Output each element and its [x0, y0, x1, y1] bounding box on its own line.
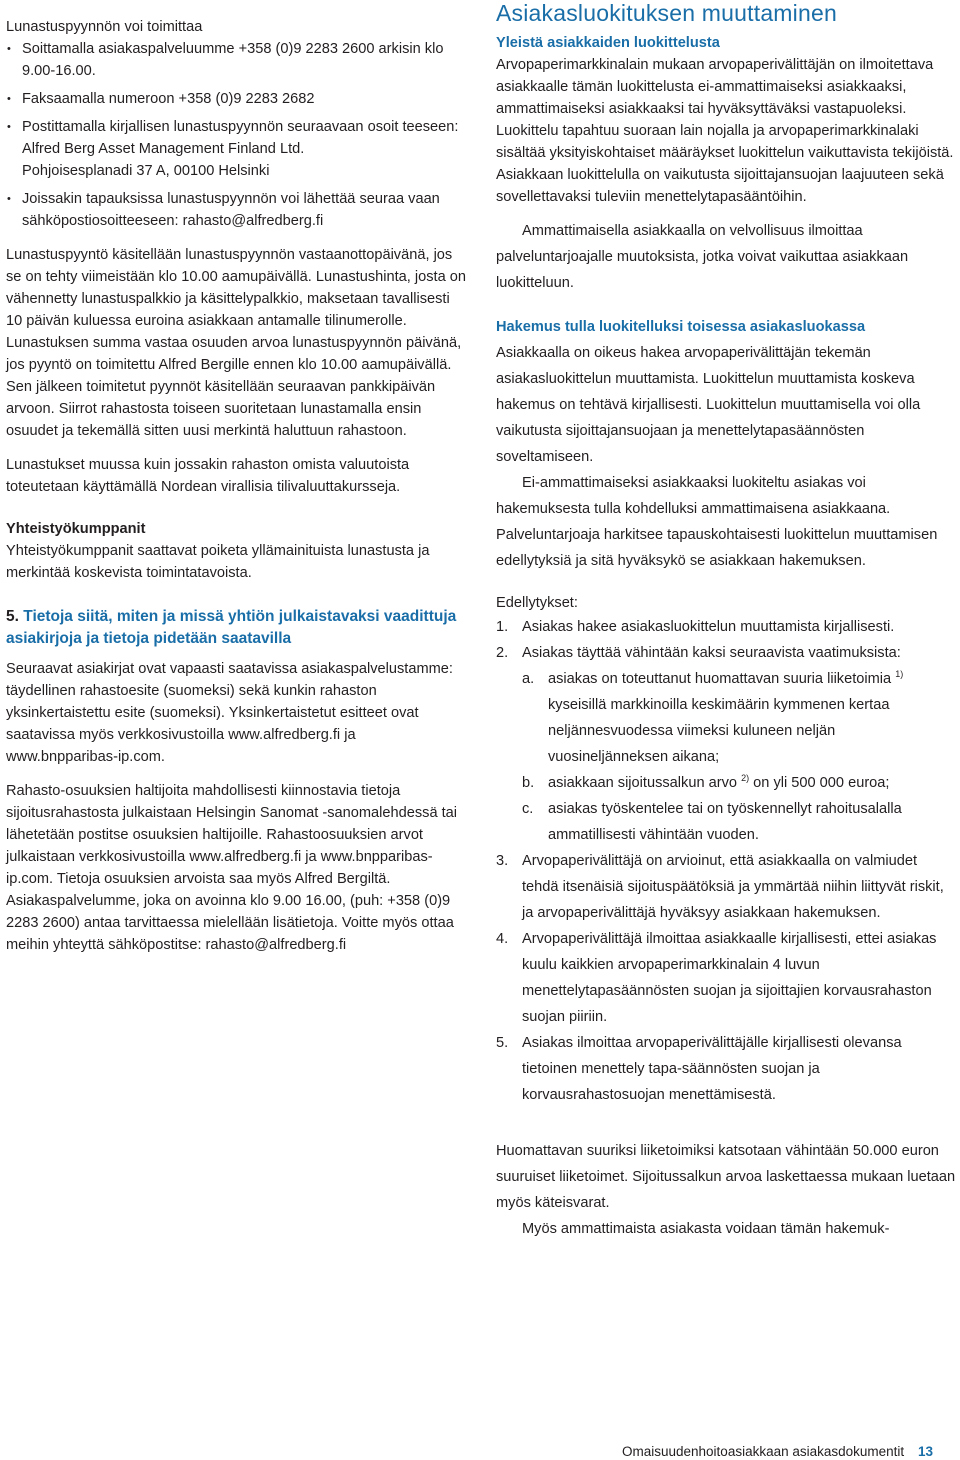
- note-text-continued: Myös ammattimaista asiakasta voidaan tämän hakemuk-: [522, 1221, 890, 1237]
- list-text: Asiakas hakee asiakasluokittelun muuttamista kirjallisesti.: [522, 619, 895, 635]
- classification-text: Arvopaperimarkkinalain mukaan arvopaperivälittäjän on ilmoitettava asiakkaalle tämän luokittelusta ei-ammattimaiseksi asiakkaaksi, ammattimaiseksi asiakkaaksi tai hyväksyttäväksi vastapuoleksi. Luokittelu tapahtuu suoraan lain nojalla ja arvopaperimarkkinalaki sisältää yksityiskohtaiset määräykset luokittelun vaikuttavista tekijöistä. Asiakkaan luokittelulla on vaikutusta sijoittajansuojan laajuuteen sekä sovellettavaksi tuleviin menettelytapasääntöihin.: [496, 57, 954, 205]
- section-number: 5.: [6, 608, 19, 625]
- page-number: 13: [917, 1444, 933, 1459]
- redemption-methods-list: [6, 38, 468, 232]
- list-text: Asiakas ilmoittaa arvopaperivälittäjälle kirjallisesti olevansa tietoinen menettely tapa-säännösten suojan ja korvausrahastosuojan menettämisestä.: [522, 1035, 902, 1103]
- redemption-heading: Lunastuspyynnön voi toimittaa: [6, 19, 203, 35]
- list-letter: b.: [522, 775, 535, 791]
- list-text: Asiakas täyttää vähintään kaksi seuraavista vaatimuksista:: [522, 645, 901, 661]
- list-item: [496, 926, 956, 1030]
- list-letter: c.: [522, 801, 534, 817]
- list-item: • Soittamalla asiakaspalveluumme +358 (0)9 2283 2600 arkisin klo 9.00-16.00.: [6, 38, 468, 82]
- list-item: [496, 614, 956, 640]
- list-text: kyseisillä markkinoilla keskimäärin kymmenen kertaa neljännesvuodessa viimeksi kuluneen neljän vuosineljänneksen aikana;: [548, 697, 890, 765]
- unitholder-info-text: Rahasto-osuuksien haltijoita mahdollisesti kiinnostavia tietoja sijoitusrahastosta julkaistaan Helsingin Sanomat -sanomalehdessä tai lähetetään postitse osuuksien haltijoille. Rahastoosuuksien arvot julkaistaan verkkosivustoilla www.alfredberg.fi ja www.bnpparibas-ip.com. Tietoja osuuksien arvoista saa myös Alfred Bergiltä. Asiakaspalvelumme, joka on avoinna klo 9.00 16.00, (puh: +358 (0)9 2283 2600) antaa tarvittaessa mielellään lisätietoja. Voitte myös ottaa meihin yhteyttä sähköpostitse: rahasto@alfredberg.fi: [6, 783, 458, 953]
- left-column: [6, 0, 468, 956]
- list-number: 3.: [496, 853, 509, 869]
- partners-text: Yhteistyökumppanit saattavat poiketa yllämainituista lunastusta ja merkintää koskevista toimintatavoista.: [6, 543, 430, 581]
- right-column: [496, 0, 956, 1242]
- list-letter: a.: [522, 671, 535, 687]
- list-number: 2.: [496, 645, 509, 661]
- subheading-application: Hakemus tulla luokitelluksi toisessa asiakasluokassa: [496, 319, 866, 335]
- list-item: [6, 116, 468, 182]
- subheading-classification: Yleistä asiakkaiden luokittelusta: [496, 35, 720, 51]
- footnote-marker: 2): [741, 773, 750, 783]
- list-item: [496, 640, 956, 848]
- list-text: asiakas työskentelee tai on työskennellyt rahoitusalalla ammatillisesti vähintään vuoden.: [548, 801, 902, 843]
- list-text: asiakkaan sijoitussalkun arvo: [548, 775, 738, 791]
- conditions-heading: Edellytykset:: [496, 595, 578, 611]
- list-number: 1.: [496, 619, 509, 635]
- list-item: [522, 666, 956, 770]
- professional-client-text: Ammattimaisella asiakkaalla on velvollisuus ilmoittaa palveluntarjoajalle muutoksista, jotka voivat vaikuttaa asiakkaan luokitteluun.: [496, 223, 909, 291]
- partners-heading: Yhteistyökumppanit: [6, 521, 146, 537]
- list-text: asiakas on toteuttanut huomattavan suuria liiketoimia: [548, 671, 892, 687]
- list-item: • Faksaamalla numeroon +358 (0)9 2283 2682: [6, 88, 468, 110]
- list-item: [496, 1030, 956, 1108]
- list-number: 5.: [496, 1035, 509, 1051]
- footnote-marker: 1): [895, 669, 904, 679]
- list-text: on yli 500 000 euroa;: [753, 775, 890, 791]
- footer-document-title: Omaisuudenhoitoasiakkaan asiakasdokumentit: [622, 1444, 905, 1459]
- list-text: Arvopaperivälittäjä ilmoittaa asiakkaalle kirjallisesti, ettei asiakas kuulu kaikkien arvopaperimarkkinalain 4 luvun menettelytapasäännösten suojan ja sijoittajien korvausrahaston suojan piiriin.: [522, 931, 937, 1025]
- application-text: Asiakkaalla on oikeus hakea arvopaperivälittäjän tekemän asiakasluokittelun muuttamista. Luokittelun muuttamista koskeva hakemus on tehtävä kirjallisesti. Luokittelun muuttamisella voi olla vaikutusta sijoittajansuojaan ja menettelytapasäännösten soveltamiseen.: [496, 345, 921, 465]
- list-item-text: Postittamalla kirjallisen lunastuspyynnön seuraavaan osoit teeseen:: [22, 119, 459, 135]
- list-item: [496, 848, 956, 926]
- list-number: 4.: [496, 931, 509, 947]
- list-item: • Joissakin tapauksissa lunastuspyynnön voi lähettää seuraa vaan sähköpostiosoitteeseen: rahasto@alfredberg.fi: [6, 188, 468, 232]
- note-text: Huomattavan suuriksi liiketoimiksi katsotaan vähintään 50.000 euron suuruiset liiketoimet. Sijoitussalkun arvoa laskettaessa mukaan luetaan myös käteisvarat.: [496, 1143, 956, 1211]
- currency-text: Lunastukset muussa kuin jossakin rahaston omista valuutoista toteutetaan käyttämällä Nordean virallisia tilivaluuttakursseja.: [6, 457, 410, 495]
- redemption-processing-text: Lunastuspyyntö käsitellään lunastuspyynnön vastaanottopäivänä, jos se on tehty viimeistään klo 10.00 aamupäivällä. Lunastushinta, josta on vähennetty lunastuspalkkio ja käsittelypalkkio, maksetaan tavallisesti 10 päivän kuluessa euroina asiakkaan antamalle tilinumerolle. Lunastuksen summa vastaa osuuden arvoa lunastuspyynnön päivänä, jos pyyntö on toimitettu Alfred Bergille ennen klo 10.00 aamupäivällä. Sen jälkeen toimitetut pyynnöt käsitellään seuraavan pankkipäivän arvoon. Siirrot rahastosta toiseen suoritetaan lunastamalla ensin osuudet ja tekemällä sitten uusi merkintä haluttuun rahastoon.: [6, 247, 466, 439]
- section-5-heading: [6, 606, 468, 650]
- list-text: Arvopaperivälittäjä on arvioinut, että asiakkaalla on valmiudet tehdä itsenäisiä sijoituspäätöksiä ja ymmärtää niihin liittyvät riskit, ja arvopaperivälittäjä hyväksyy asiakkaan hakemuksen.: [522, 853, 944, 921]
- address-line: Pohjoisesplanadi 37 A, 00100 Helsinki: [22, 163, 270, 179]
- conditions-list: [496, 614, 956, 1108]
- list-item: [522, 770, 956, 796]
- list-item: [522, 796, 956, 848]
- address-line: Alfred Berg Asset Management Finland Ltd.: [22, 141, 305, 157]
- page-footer: [622, 1444, 960, 1460]
- non-professional-text: Ei-ammattimaiseksi asiakkaaksi luokiteltu asiakas voi hakemuksesta tulla kohdelluksi ammattimaisena asiakkaana. Palveluntarjoaja harkitsee tapauskohtaisesti luokittelun muuttamisen edellytyksiä ja sitä hyväksykö se asiakkaan hakemuksen.: [496, 475, 938, 569]
- section-title: Tietoja siitä, miten ja missä yhtiön julkaistavaksi vaadittuja asiakirjoja ja tietoja pidetään saatavilla: [6, 608, 457, 647]
- page-title: Asiakasluokituksen muuttaminen: [496, 0, 837, 26]
- requirements-sublist: [496, 666, 956, 848]
- documents-text: Seuraavat asiakirjat ovat vapaasti saatavissa asiakaspalvelustamme: täydellinen rahastoesite (suomeksi) sekä kunkin rahaston yksinkertaistettu esite (suomeksi). Yksinkertaistetut esitteet ovat saatavissa myös verkkosivustoilla www.alfredberg.fi ja www.bnpparibas-ip.com.: [6, 661, 453, 765]
